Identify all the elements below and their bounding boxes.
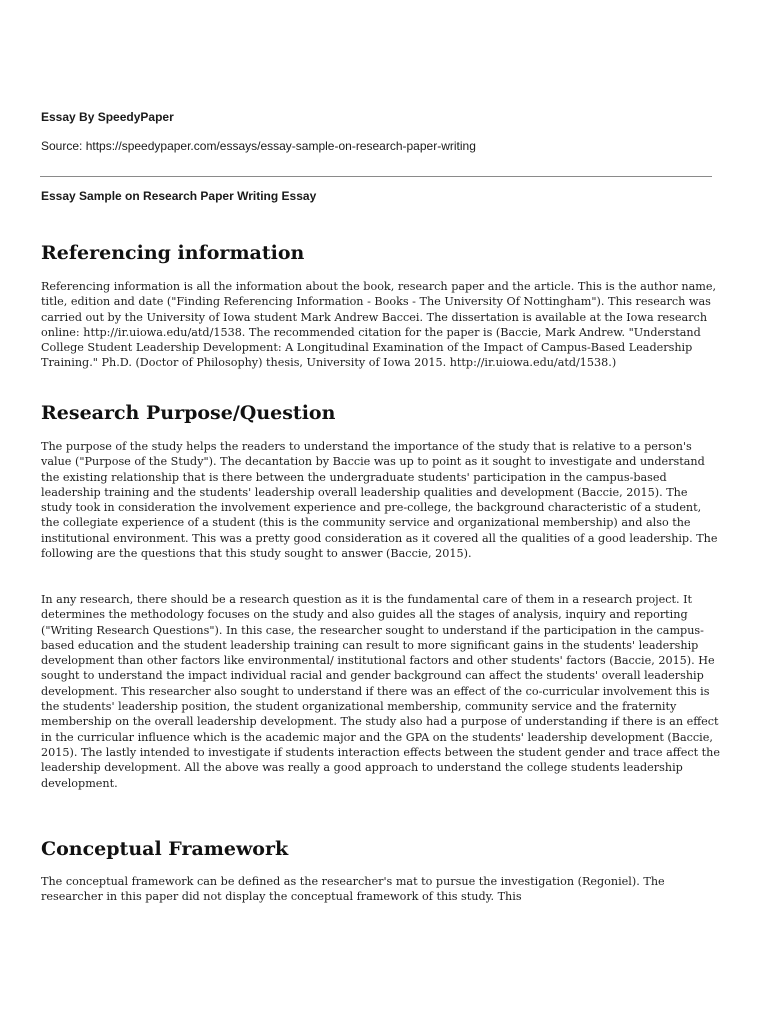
paragraph-conceptual-framework: The conceptual framework can be defined as the researcher's mat to pursue the investigation (Regoniel). The researcher in this paper did not display the conceptual framework of this study. This bbox=[41, 875, 665, 904]
section-heading-conceptual-framework: Conceptual Framework bbox=[41, 838, 289, 860]
section-heading-referencing: Referencing information bbox=[41, 242, 305, 264]
essay-author-line: Essay By SpeedyPaper bbox=[41, 110, 174, 124]
paragraph-research-purpose-1: The purpose of the study helps the readers to understand the importance of the study that is relative to a person's value ("Purpose of the Study"). The decantation by Baccie was up to point as it sought to investigate and understand the existing relationship that is there between the undergraduate students' participation in the campus-based leadership training and the students' leadership overall leadership qualities and development (Baccie, 2015). The study took in consideration the involvement experience and pre-college, the background characteristic of a student, the collegiate experience of a student (this is the community service and organizational membership) and also the institutional environment. This was a pretty good consideration as it covered all the qualities of a good leadership. The following are the questions that this study sought to answer (Baccie, 2015). bbox=[41, 440, 718, 561]
divider bbox=[40, 176, 712, 177]
paragraph-research-purpose-2: In any research, there should be a research question as it is the fundamental care of them in a research project. It determines the methodology focuses on the study and also guides all the stages of analysis, inquiry and reporting ("Writing Research Questions"). In this case, the researcher sought to understand if the participation in the campus-based education and the student leadership training can result to more significant gains in the students' leadership development than other factors like environmental/ institutional factors and other students' factors (Baccie, 2015). He sought to understand the impact individual racial and gender background can affect the students' overall leadership development. This researcher also sought to understand if there was an effect of the co-curricular involvement this is the students' leadership position, the student organizational membership, community service and the fraternity membership on the overall leadership development. The study also had a purpose of understanding if there is an effect in the curricular influence which is the academic major and the GPA on the students' leadership development (Baccie, 2015). The lastly intended to investigate if students interaction effects between the student gender and trace affect the leadership development. All the above was really a good approach to understand the college students leadership development. bbox=[41, 593, 720, 790]
section-heading-research-purpose: Research Purpose/Question bbox=[41, 402, 336, 424]
source-line: Source: https://speedypaper.com/essays/essay-sample-on-research-paper-writing bbox=[41, 139, 476, 153]
paragraph-referencing: Referencing information is all the information about the book, research paper and the article. This is the author name, title, edition and date ("Finding Referencing Information - Books - The University Of Nottingham"). This research was carried out by the University of Iowa student Mark Andrew Baccei. The dissertation is available at the Iowa research online: http://ir.uiowa.edu/atd/1538. The recommended citation for the paper is (Baccie, Mark Andrew. "Understand College Student Leadership Development: A Longitudinal Examination of the Impact of Campus-Based Leadership Training." Ph.D. (Doctor of Philosophy) thesis, University of Iowa 2015. http://ir.uiowa.edu/atd/1538.) bbox=[41, 280, 717, 370]
essay-title: Essay Sample on Research Paper Writing Essay bbox=[41, 189, 317, 203]
